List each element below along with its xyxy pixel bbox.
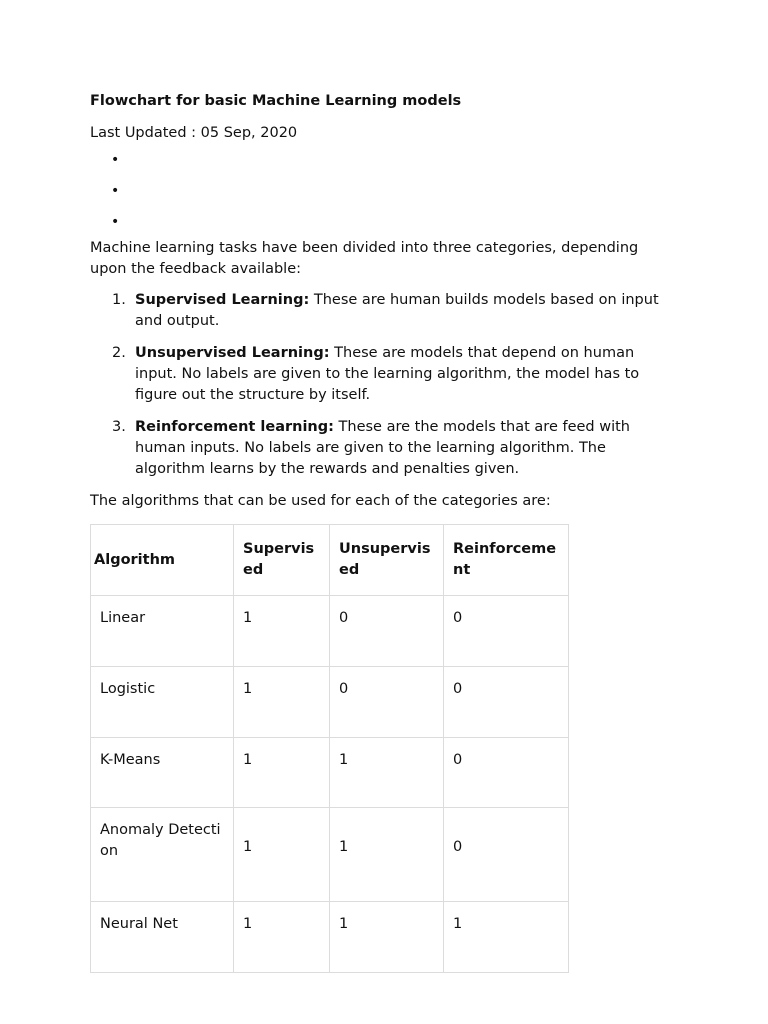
empty-bullet <box>111 181 119 201</box>
algorithm-name-cell: K-Means <box>91 738 234 808</box>
category-number: 3. <box>112 419 126 435</box>
unsupervised-cell: 1 <box>330 738 444 808</box>
table-row <box>91 596 569 667</box>
table-header-row <box>91 525 569 596</box>
unsupervised-cell: 1 <box>330 808 444 902</box>
algorithm-name-cell: Linear <box>91 596 234 667</box>
empty-bullet-list <box>90 144 670 238</box>
table-row <box>91 738 569 808</box>
reinforcement-cell: 0 <box>444 596 569 667</box>
intro-paragraph: Machine learning tasks have been divided into three categories, depending upon the feedback available: <box>90 240 639 277</box>
table-row <box>91 808 569 902</box>
category-item <box>90 290 670 332</box>
unsupervised-cell: 0 <box>330 667 444 738</box>
supervised-cell: 1 <box>234 902 330 973</box>
category-term: Reinforcement learning: <box>135 419 334 435</box>
header-cell-algorithm: Algorithm <box>91 525 234 596</box>
table-row <box>91 902 569 973</box>
table-row <box>91 667 569 738</box>
category-term: Unsupervised Learning: <box>135 345 330 361</box>
category-item <box>90 343 670 406</box>
article-title: Flowchart for basic Machine Learning models <box>90 93 462 109</box>
empty-bullet <box>111 150 119 170</box>
supervised-cell: 1 <box>234 596 330 667</box>
category-item <box>90 417 670 480</box>
article-content <box>90 90 670 973</box>
reinforcement-cell: 0 <box>444 667 569 738</box>
category-description: These are human builds models based on input and output. <box>135 292 659 329</box>
algorithm-name-cell: Neural Net <box>91 902 234 973</box>
last-updated: Last Updated : 05 Sep, 2020 <box>90 125 298 141</box>
category-number: 2. <box>112 345 126 361</box>
category-list <box>90 290 670 480</box>
algorithms-intro: The algorithms that can be used for each of the categories are: <box>90 493 551 509</box>
algorithm-name-cell: Logistic <box>91 667 234 738</box>
header-cell-reinforcement: Reinforcement <box>444 525 569 596</box>
supervised-cell: 1 <box>234 667 330 738</box>
unsupervised-cell: 1 <box>330 902 444 973</box>
algorithm-name-cell: Anomaly Detection <box>91 808 234 902</box>
category-description: These are the models that are feed with human inputs. No labels are given to the learning algorithm. The algorithm learns by the rewards and penalties given. <box>135 419 630 477</box>
unsupervised-cell: 0 <box>330 596 444 667</box>
reinforcement-cell: 0 <box>444 808 569 902</box>
reinforcement-cell: 1 <box>444 902 569 973</box>
empty-bullet <box>111 212 119 232</box>
header-cell-supervised: Supervised <box>234 525 330 596</box>
reinforcement-cell: 0 <box>444 738 569 808</box>
supervised-cell: 1 <box>234 808 330 902</box>
category-number: 1. <box>112 292 126 308</box>
category-description: These are models that depend on human input. No labels are given to the learning algorithm, the model has to figure out the structure by itself. <box>135 345 640 403</box>
algorithm-table <box>90 524 569 973</box>
supervised-cell: 1 <box>234 738 330 808</box>
category-term: Supervised Learning: <box>135 292 310 308</box>
header-cell-unsupervised: Unsupervised <box>330 525 444 596</box>
